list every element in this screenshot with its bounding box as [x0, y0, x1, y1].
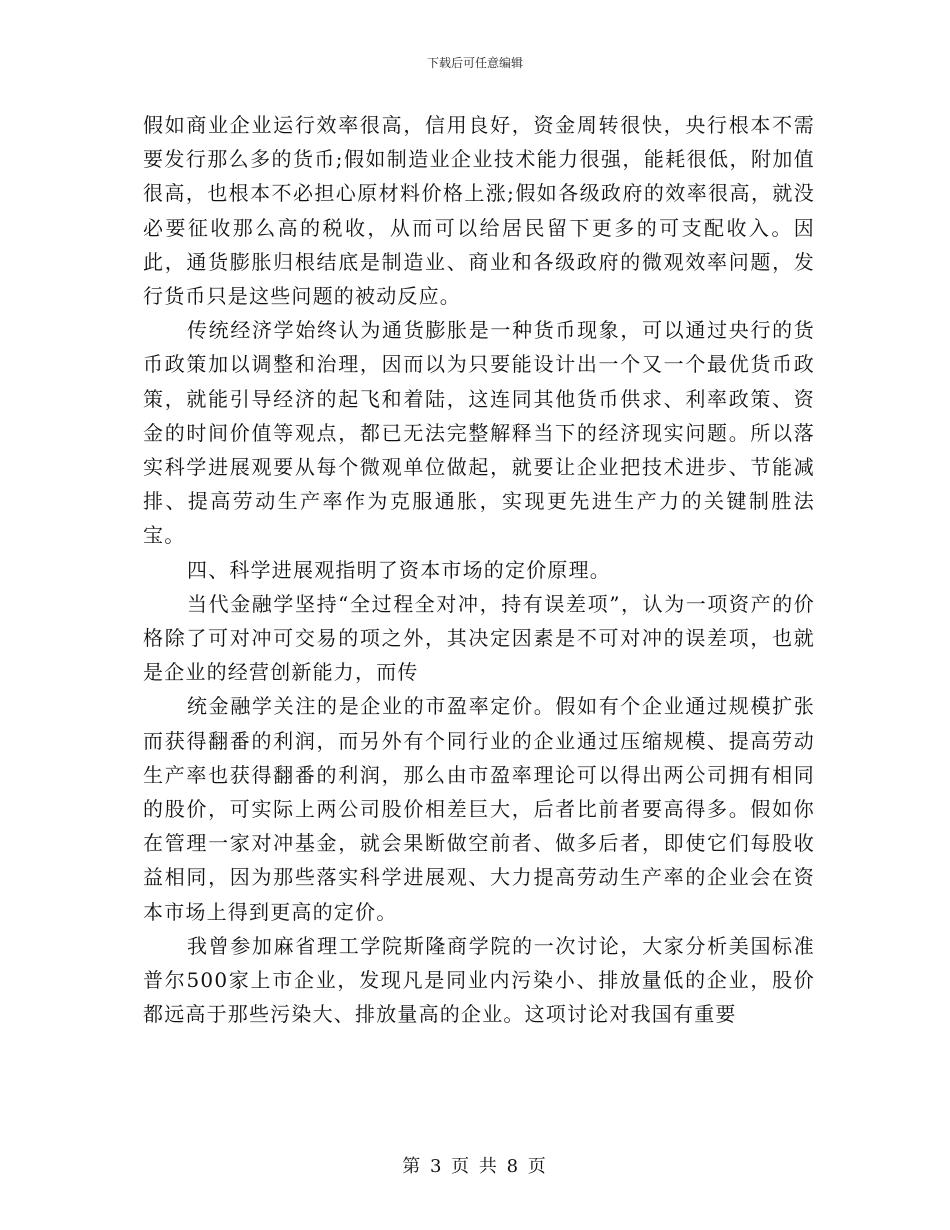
- page-header: 下载后可任意编辑: [426, 56, 523, 70]
- paragraph-2: 传统经济学始终认为通货膨胀是一种货币现象，可以通过央行的货币政策加以调整和治理，因而以为只要能设计出一个又一个最优货币政策，就能引导经济的起飞和着陆，这连同其他货币供求、利率政策、资金的时间价值等观点，都已无法完整解释当下的经济现实问题。所以落实科学进展观要从每个微观单位做起，就要让企业把技术进步、节能减排、提高劳动生产率作为克服通胀，实现更先进生产力的关键制胜法宝。: [143, 318, 815, 548]
- page-number: 第 3 页 共 8 页: [402, 1156, 548, 1177]
- paragraph-3: 当代金融学坚持“全过程全对冲，持有误差项”，认为一项资产的价格除了可对冲可交易的项之外，其决定因素是不可对冲的误差项，也就是企业的经营创新能力，而传: [143, 591, 815, 685]
- paragraph-1: 假如商业企业运行效率很高，信用良好，资金周转很快，央行根本不需要发行那么多的货币;假如制造业企业技术能力很强，能耗很低，附加值很高，也根本不必担心原材料价格上涨;假如各级政府的效率很高，就没必要征收那么高的税收，从而可以给居民留下更多的可支配收入。因此，通货膨胀归根结底是制造业、商业和各级政府的微观效率问题，发行货币只是这些问题的被动反应。: [143, 113, 815, 309]
- document-body: [143, 108, 815, 1031]
- paragraph-4: 统金融学关注的是企业的市盈率定价。假如有个企业通过规模扩张而获得翻番的利润，而另外有个同行业的企业通过压缩规模、提高劳动生产率也获得翻番的利润，那么由市盈率理论可以得出两公司拥有相同的股价，可实际上两公司股价相差巨大，后者比前者要高得多。假如你在管理一家对冲基金，就会果断做空前者、做多后者，即使它们每股收益相同，因为那些落实科学进展观、大力提高劳动生产率的企业会在资本市场上得到更高的定价。: [143, 694, 815, 924]
- paragraph-5: 我曾参加麻省理工学院斯隆商学院的一次讨论，大家分析美国标准普尔500家上市企业，发现凡是同业内污染小、排放量低的企业，股价都远高于那些污染大、排放量高的企业。这项讨论对我国有重要: [143, 933, 815, 1027]
- section-heading: 四、科学进展观指明了资本市场的定价原理。: [187, 557, 611, 582]
